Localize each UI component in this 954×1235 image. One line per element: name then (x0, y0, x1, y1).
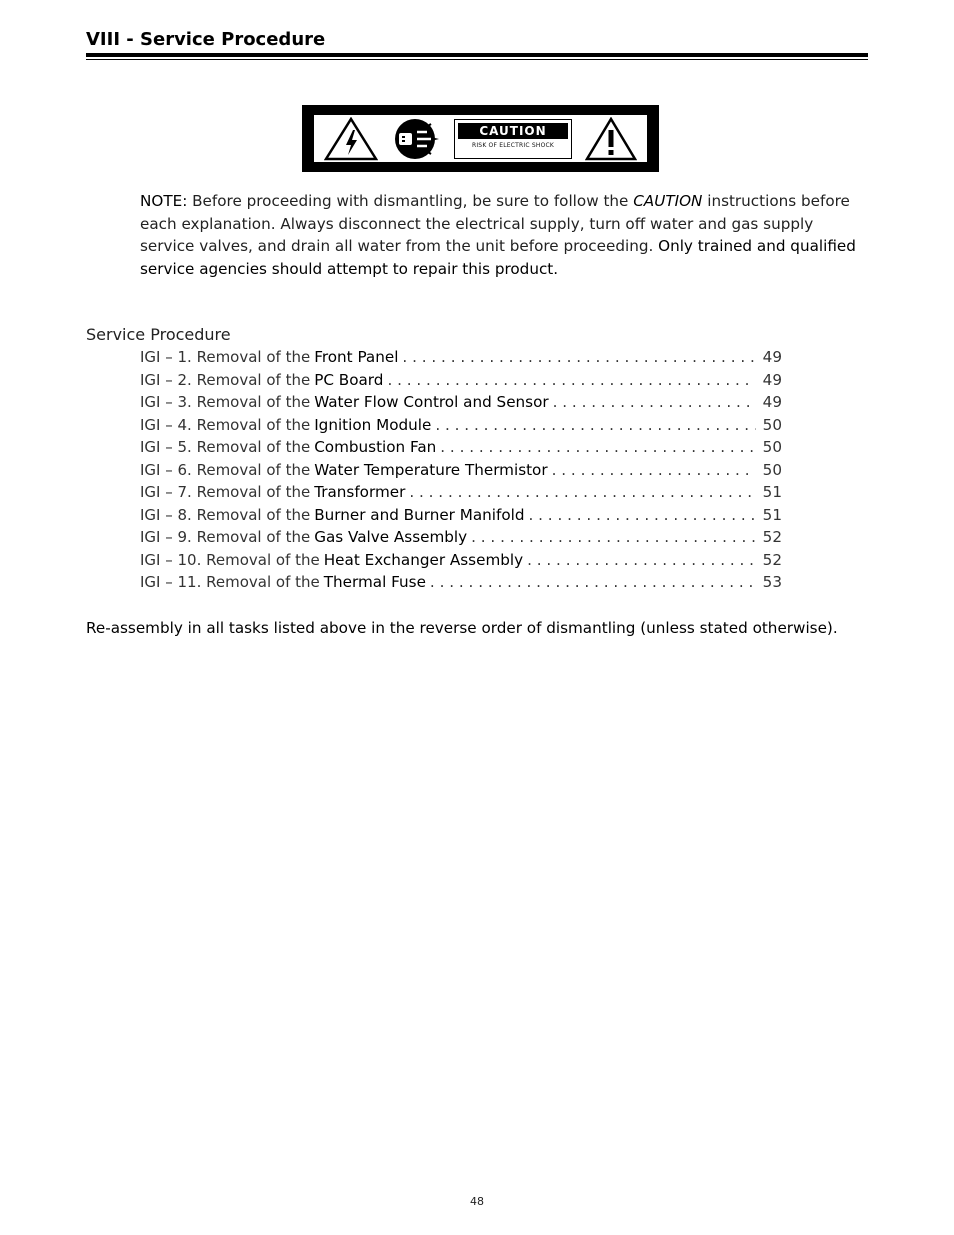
toc-prefix: IGI – 6. Removal of the (140, 460, 311, 479)
toc-prefix: IGI – 3. Removal of the (140, 393, 311, 411)
caution-note (140, 190, 870, 280)
toc-item-name: Water Temperature Thermistor (314, 460, 548, 479)
note-prefix: NOTE: (140, 192, 188, 210)
reassembly-note: Re-assembly in all tasks listed above in the reverse order of dismantling (unless stated otherwise). (86, 619, 838, 637)
toc-row[interactable] (140, 481, 782, 504)
toc-row[interactable] (140, 391, 782, 414)
toc-page-number: 52 (762, 528, 782, 546)
toc-leader (471, 526, 756, 549)
disconnect-power-icon (391, 117, 441, 161)
toc-leader (409, 481, 756, 504)
exclamation-warning-icon (585, 117, 637, 161)
toc-row[interactable] (140, 526, 782, 549)
toc-row[interactable] (140, 346, 782, 369)
toc-page-number: 50 (762, 415, 782, 434)
toc-page-number: 51 (762, 505, 782, 524)
toc-prefix: IGI – 5. Removal of the (140, 438, 311, 456)
note-caution-word: CAUTION (633, 192, 703, 210)
page-number: 48 (470, 1195, 484, 1208)
page-header (86, 29, 868, 60)
toc-item-name: Thermal Fuse (323, 573, 426, 591)
header-rule-thin (86, 59, 868, 60)
note-emphasis: Only trained and qualified service agencies should attempt to repair this product. (140, 237, 856, 278)
caution-subtitle: RISK OF ELECTRIC SHOCK (471, 141, 555, 149)
toc-prefix: IGI – 7. Removal of the (140, 483, 311, 501)
toc-page-number: 50 (762, 460, 782, 479)
toc-row[interactable] (140, 549, 782, 572)
toc-leader (435, 414, 756, 437)
toc-item-name: Heat Exchanger Assembly (323, 550, 524, 569)
caution-word: CAUTION (458, 123, 568, 139)
toc-prefix: IGI – 10. Removal of the (140, 550, 320, 569)
toc-row[interactable] (140, 369, 782, 392)
toc-item-name: Transformer (314, 483, 406, 501)
toc-item-name: Combustion Fan (314, 438, 437, 456)
toc-row[interactable] (140, 459, 782, 482)
toc-page-number: 51 (762, 483, 782, 501)
high-voltage-warning-icon (324, 117, 378, 161)
toc-item-name: Front Panel (314, 348, 399, 366)
toc-page-number: 49 (762, 393, 782, 411)
toc-prefix: IGI – 8. Removal of the (140, 505, 311, 524)
caution-label (454, 119, 572, 159)
toc-prefix: IGI – 11. Removal of the (140, 573, 320, 591)
toc-leader (527, 549, 756, 572)
toc-item-name: PC Board (314, 370, 384, 389)
note-text-1: Before proceeding with dismantling, be sure to follow the (187, 192, 634, 210)
toc-leader (387, 369, 756, 392)
toc-row[interactable] (140, 436, 782, 459)
toc-leader (430, 571, 756, 594)
toc-row[interactable] (140, 571, 782, 594)
toc-item-name: Burner and Burner Manifold (314, 505, 525, 524)
toc-page-number: 53 (762, 573, 782, 591)
toc-page-number: 49 (762, 370, 782, 389)
caution-banner (302, 105, 659, 172)
toc-prefix: IGI – 4. Removal of the (140, 415, 311, 434)
toc-item-name: Ignition Module (314, 415, 432, 434)
toc-leader (402, 346, 756, 369)
toc-leader (553, 391, 756, 414)
toc-item-name: Gas Valve Assembly (314, 528, 468, 546)
toc-leader (440, 436, 756, 459)
page-title: VIII - Service Procedure (86, 29, 326, 50)
header-rule-thick (86, 53, 868, 57)
toc-prefix: IGI – 1. Removal of the (140, 348, 311, 366)
note-text-2: instructions before each explanation. Always disconnect the electrical supply, turn off water and gas supply service valves, and drain all water from the unit before proceeding. (140, 192, 850, 255)
toc-page-number: 52 (762, 550, 782, 569)
toc-leader (552, 459, 756, 482)
toc-prefix: IGI – 9. Removal of the (140, 528, 311, 546)
toc-item-name: Water Flow Control and Sensor (314, 393, 549, 411)
caution-banner-inner (314, 115, 647, 162)
toc-page-number: 50 (762, 438, 782, 456)
toc-page-number: 49 (762, 348, 782, 366)
table-of-contents (140, 346, 782, 594)
section-title: Service Procedure (86, 325, 231, 344)
toc-row[interactable] (140, 414, 782, 437)
toc-row[interactable] (140, 504, 782, 527)
toc-prefix: IGI – 2. Removal of the (140, 370, 311, 389)
toc-leader (528, 504, 756, 527)
